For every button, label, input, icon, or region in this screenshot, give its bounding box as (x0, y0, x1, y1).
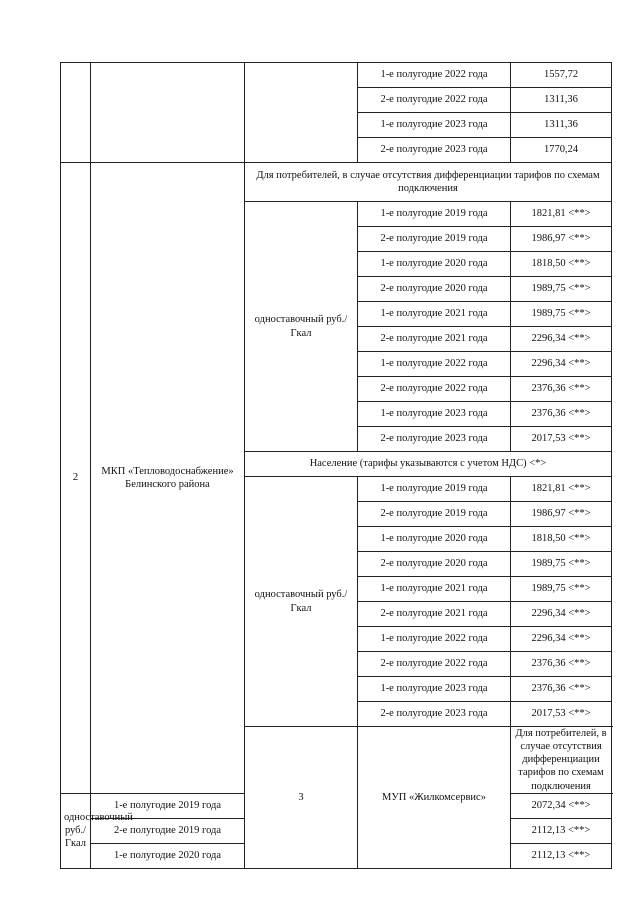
period-cell: 1-е полугодие 2023 года (358, 113, 511, 138)
value-cell: 2296,34 <**> (511, 627, 612, 652)
value-cell: 1989,75 <**> (511, 277, 612, 302)
period-cell: 2-е полугодие 2020 года (358, 552, 511, 577)
value-cell: 1818,50 <**> (511, 252, 612, 277)
value-cell: 2296,34 <**> (511, 602, 612, 627)
value-cell: 1311,36 (511, 113, 612, 138)
period-cell: 1-е полугодие 2020 года (358, 527, 511, 552)
value-cell: 1818,50 <**> (511, 527, 612, 552)
value-cell: 2072,34 <**> (511, 793, 612, 818)
value-cell: 1986,97 <**> (511, 227, 612, 252)
value-cell: 1821,81 <**> (511, 477, 612, 502)
period-cell: 1-е полугодие 2021 года (358, 302, 511, 327)
value-cell: 2017,53 <**> (511, 702, 612, 727)
value-cell: 1557,72 (511, 63, 612, 88)
consumer-category-header: Для потребителей, в случае отсутствия дифференциации тарифов по схемам подключения (511, 727, 612, 794)
period-cell: 1-е полугодие 2022 года (358, 627, 511, 652)
tariff-type-cell (245, 63, 358, 163)
org-number-cell: 3 (245, 727, 358, 869)
period-cell: 2-е полугодие 2022 года (358, 88, 511, 113)
period-cell: 2-е полугодие 2020 года (358, 277, 511, 302)
org-number-cell: 2 (61, 163, 91, 794)
value-cell: 1986,97 <**> (511, 502, 612, 527)
period-cell: 2-е полугодие 2021 года (358, 602, 511, 627)
value-cell: 1821,81 <**> (511, 202, 612, 227)
value-cell: 1989,75 <**> (511, 302, 612, 327)
period-cell: 2-е полугодие 2023 года (358, 138, 511, 163)
consumer-category-header: Для потребителей, в случае отсутствия дифференциации тарифов по схемам подключения (245, 163, 612, 202)
value-cell: 2376,36 <**> (511, 677, 612, 702)
value-cell: 2296,34 <**> (511, 352, 612, 377)
value-cell: 2296,34 <**> (511, 327, 612, 352)
period-cell: 1-е полугодие 2023 года (358, 677, 511, 702)
period-cell: 1-е полугодие 2022 года (358, 63, 511, 88)
period-cell: 2-е полугодие 2022 года (358, 377, 511, 402)
value-cell: 1989,75 <**> (511, 577, 612, 602)
period-cell: 1-е полугодие 2023 года (358, 402, 511, 427)
value-cell: 2376,36 <**> (511, 377, 612, 402)
org-name-cell: МУП «Жилкомсервис» (358, 727, 511, 869)
tariff-type-cell: одноставочный руб./Гкал (245, 477, 358, 727)
period-cell: 1-е полугодие 2019 года (358, 477, 511, 502)
value-cell: 2376,36 <**> (511, 652, 612, 677)
tariff-type-cell: одноставочный руб./Гкал (245, 202, 358, 452)
value-cell: 2112,13 <**> (511, 843, 612, 868)
table-row (61, 163, 612, 202)
period-cell: 2-е полугодие 2022 года (358, 652, 511, 677)
table-row (61, 63, 612, 88)
period-cell: 2-е полугодие 2023 года (358, 427, 511, 452)
consumer-category-header: Население (тарифы указываются с учетом НДС) <*> (245, 452, 612, 477)
period-cell: 2-е полугодие 2023 года (358, 702, 511, 727)
value-cell: 2376,36 <**> (511, 402, 612, 427)
value-cell: 1311,36 (511, 88, 612, 113)
org-number-cell (61, 63, 91, 163)
period-cell: 2-е полугодие 2019 года (91, 818, 245, 843)
tariff-type-cell: одноставочный руб./Гкал (61, 793, 91, 868)
period-cell: 1-е полугодие 2021 года (358, 577, 511, 602)
org-name-cell (91, 63, 245, 163)
period-cell: 1-е полугодие 2020 года (91, 843, 245, 868)
period-cell: 1-е полугодие 2020 года (358, 252, 511, 277)
value-cell: 2017,53 <**> (511, 427, 612, 452)
period-cell: 1-е полугодие 2019 года (358, 202, 511, 227)
period-cell: 2-е полугодие 2021 года (358, 327, 511, 352)
period-cell: 1-е полугодие 2022 года (358, 352, 511, 377)
value-cell: 2112,13 <**> (511, 818, 612, 843)
period-cell: 2-е полугодие 2019 года (358, 502, 511, 527)
value-cell: 1770,24 (511, 138, 612, 163)
tariff-table (60, 62, 612, 869)
value-cell: 1989,75 <**> (511, 552, 612, 577)
period-cell: 1-е полугодие 2019 года (91, 793, 245, 818)
period-cell: 2-е полугодие 2019 года (358, 227, 511, 252)
org-name-cell: МКП «Тепловодоснабжение» Белинского района (91, 163, 245, 794)
